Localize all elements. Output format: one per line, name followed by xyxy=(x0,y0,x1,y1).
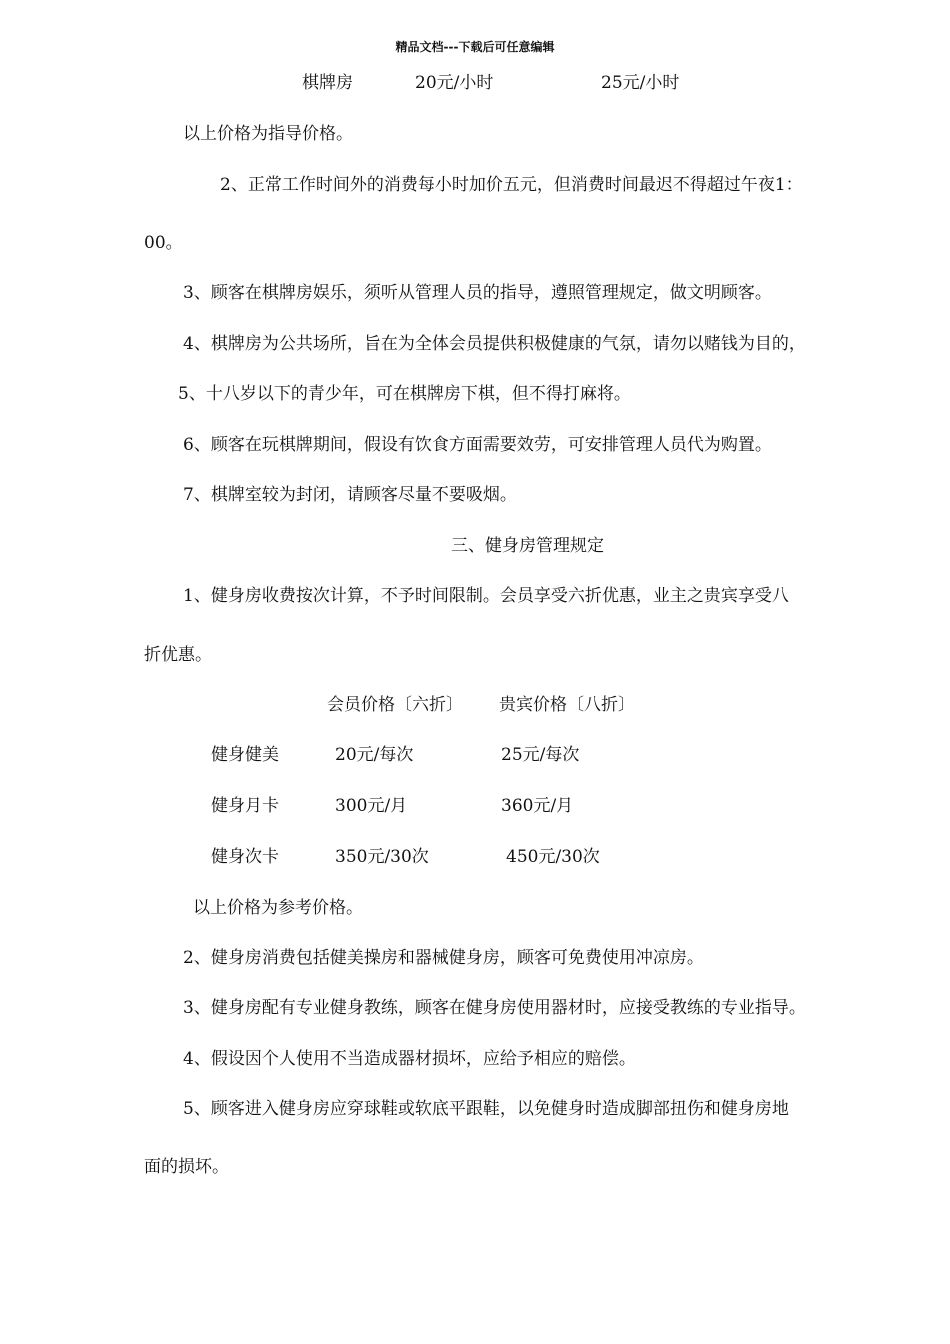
rule-3: 3、顾客在棋牌房娱乐，须听从管理人员的指导，遵照管理规定，做文明顾客。 xyxy=(183,283,772,303)
gym-rule-1-line-2: 折优惠。 xyxy=(144,645,212,665)
gym-table-header-member: 会员价格〔六折〕 xyxy=(327,695,463,715)
gym-table-row-2-member: 300元/月 xyxy=(335,796,408,816)
gym-table-row-1-name: 健身健美 xyxy=(211,745,279,765)
gym-rule-5-line-2: 面的损坏。 xyxy=(144,1157,229,1177)
gym-rule-3: 3、健身房配有专业健身教练，顾客在健身房使用器材时，应接受教练的专业指导。 xyxy=(183,998,806,1018)
gym-table-header-guest: 贵宾价格〔八折〕 xyxy=(499,695,635,715)
gym-table-row-3-name: 健身次卡 xyxy=(211,847,279,867)
gym-table-row-3-guest: 450元/30次 xyxy=(506,847,600,867)
gym-table-row-2-name: 健身月卡 xyxy=(211,796,279,816)
rule-2-line-1: 2、正常工作时间外的消费每小时加价五元，但消费时间最迟不得超过午夜1： xyxy=(220,175,803,195)
price-row-chess-member: 20元/小时 xyxy=(415,73,494,93)
rule-4: 4、棋牌房为公共场所，旨在为全体会员提供积极健康的气氛，请勿以赌钱为目的， xyxy=(183,334,806,354)
rule-2-line-2: 00。 xyxy=(144,233,183,253)
rule-7: 7、棋牌室较为封闭，请顾客尽量不要吸烟。 xyxy=(183,485,517,505)
gym-rule-2: 2、健身房消费包括健美操房和器械健身房，顾客可免费使用冲凉房。 xyxy=(183,948,704,968)
section-title: 三、健身房管理规定 xyxy=(451,536,604,556)
gym-rule-1-line-1: 1、健身房收费按次计算，不予时间限制。会员享受六折优惠，业主之贵宾享受八 xyxy=(183,586,789,606)
gym-table-row-1-member: 20元/每次 xyxy=(335,745,414,765)
rule-6: 6、顾客在玩棋牌期间，假设有饮食方面需要效劳，可安排管理人员代为购置。 xyxy=(183,435,772,455)
guide-price-note: 以上价格为指导价格。 xyxy=(183,124,353,144)
price-row-chess-name: 棋牌房 xyxy=(302,73,353,93)
gym-rule-5-line-1: 5、顾客进入健身房应穿球鞋或软底平跟鞋，以免健身时造成脚部扭伤和健身房地 xyxy=(183,1099,789,1119)
gym-table-row-2-guest: 360元/月 xyxy=(501,796,574,816)
price-row-chess-guest: 25元/小时 xyxy=(601,73,680,93)
gym-rule-4: 4、假设因个人使用不当造成器材损坏，应给予相应的赔偿。 xyxy=(183,1049,636,1069)
gym-table-row-1-guest: 25元/每次 xyxy=(501,745,580,765)
gym-table-row-3-member: 350元/30次 xyxy=(335,847,429,867)
page-header: 精品文档---下载后可任意编辑 xyxy=(395,40,555,54)
reference-price-note: 以上价格为参考价格。 xyxy=(193,898,363,918)
rule-5: 5、十八岁以下的青少年，可在棋牌房下棋，但不得打麻将。 xyxy=(178,384,631,404)
